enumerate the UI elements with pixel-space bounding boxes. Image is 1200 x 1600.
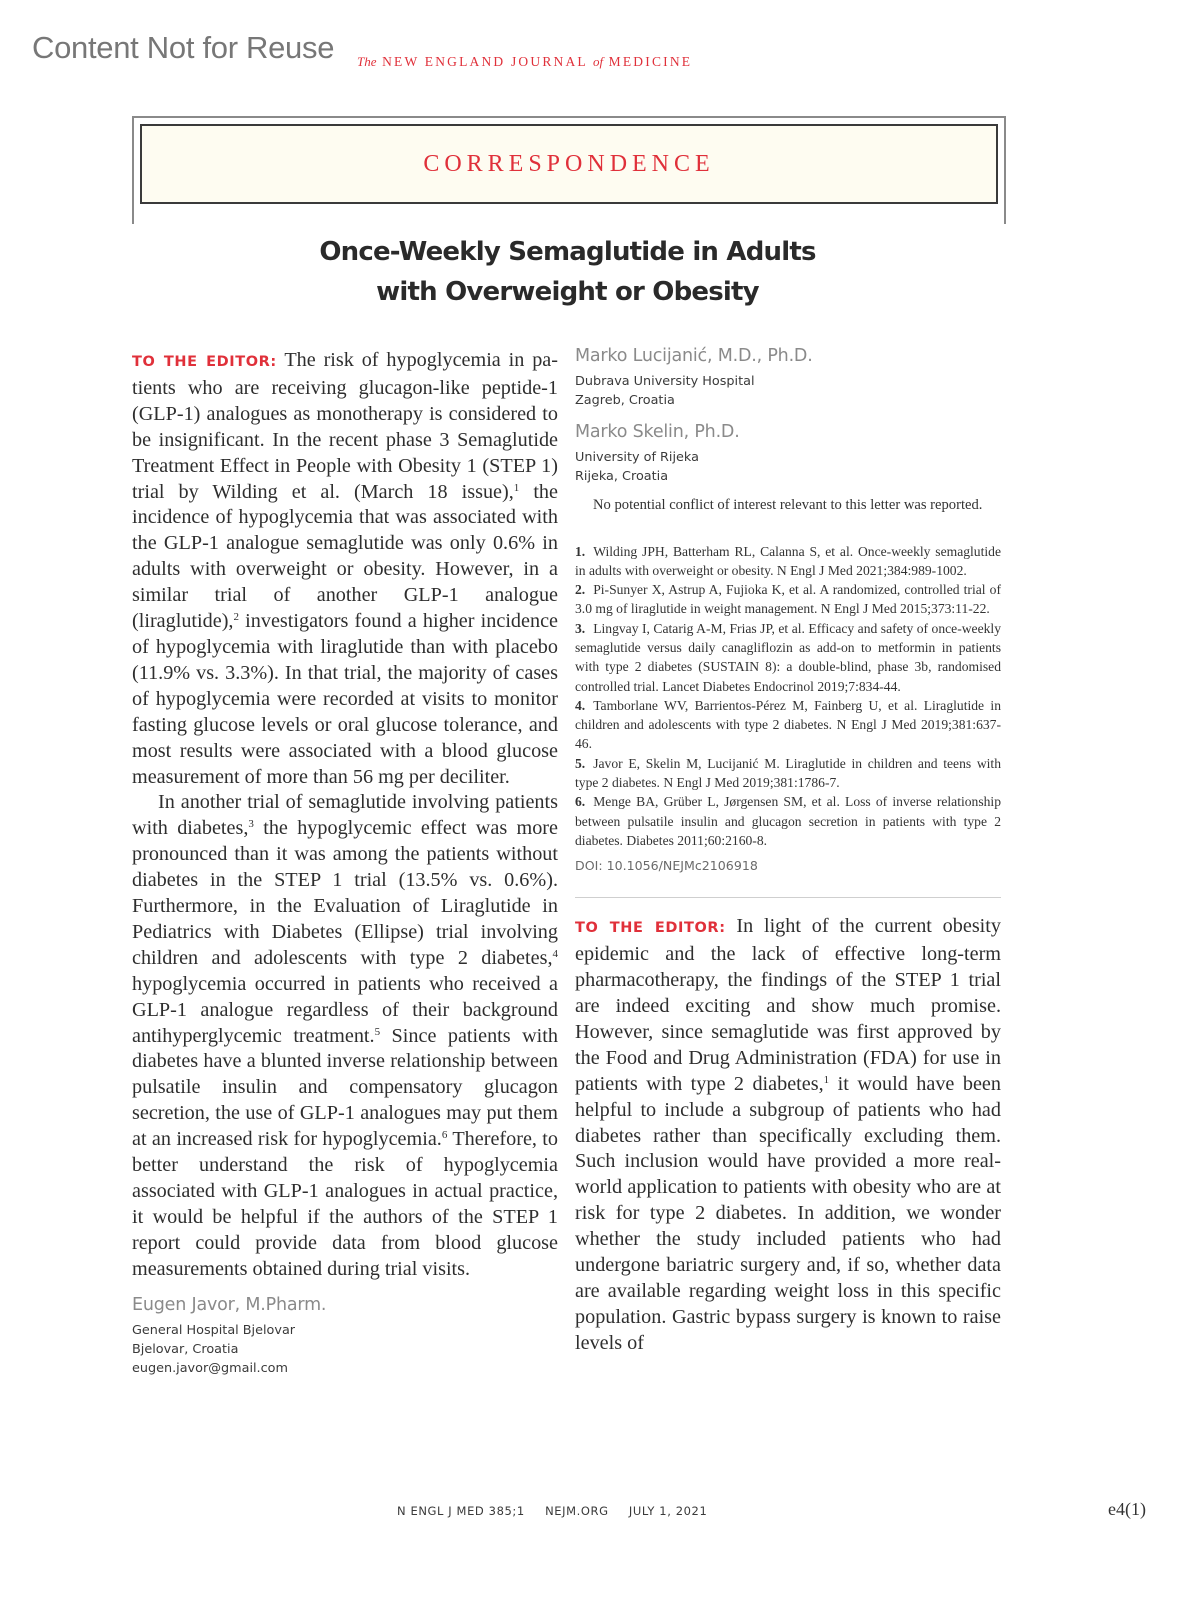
journal-the: The [357, 54, 377, 69]
journal-name-part1: NEW ENGLAND JOURNAL [382, 54, 588, 69]
reference-link[interactable]: 3 [248, 818, 254, 831]
reference-text[interactable]: Tamborlane WV, Barrientos-Pérez M, Fainberg U, et al. Liraglutide in children and adolescents with type 2 diabetes. N Engl J Med 2019;381:637-46. [575, 697, 1001, 752]
footer-citation: N ENGL J MED 385;1 [397, 1504, 525, 1518]
reference-link[interactable]: 1 [513, 481, 520, 494]
text-segment: the incidence of hypoglycemia that was associated with the GLP-1 analogue semaglutide was only 0.6% in adults with overweight or obesity. However, in a similar trial of another GLP-1 analogue (liraglutide), [132, 480, 558, 633]
reference-text[interactable]: Pi-Sunyer X, Astrup A, Fujioka K, et al. A randomized, controlled trial of 3.0 mg of liraglutide in weight management. N Engl J Med 2015;373:11-22. [575, 582, 1001, 617]
affiliation-location: Bjelovar, Croatia [132, 1341, 239, 1357]
affiliation-institution: Dubrava University Hospital [575, 374, 755, 389]
reference-text[interactable]: Menge BA, Grüber L, Jørgensen SM, et al. Loss of inverse relationship between pulsatile insulin and glucagon secretion in patients with type 2 diabetes. Diabetes 2011;60:2160-8. [575, 794, 1001, 848]
reference-link[interactable]: 2 [233, 611, 239, 624]
footer-site[interactable]: NEJM.ORG [545, 1504, 609, 1518]
author-affiliation [575, 448, 1001, 486]
letter1-body [132, 348, 558, 1283]
text-segment: The risk of hypoglycemia in patients who are receiving glucagon-like peptide-1 (GLP-1) analogues as monotherapy is considered to be insignificant. In the recent phase 3 Semaglutide Treatment Effect in People with Obesity 1 (STEP 1) trial by Wilding et al. (March 18 issue), [132, 349, 558, 503]
letter1-paragraph-2 [132, 790, 558, 1282]
text-segment: In light of the current obesity epidemic and the lack of effective long-term pharmacotherapy, the findings of the STEP 1 trial are indeed exciting and show much promise. However, since semaglutide was first approved by the Food and Drug Administration (FDA) for use in patients with type 2 diabetes, [575, 915, 1001, 1095]
section-label: CORRESPONDENCE [423, 150, 715, 177]
affiliation-institution: University of Rijeka [575, 450, 699, 465]
reference-item [575, 754, 1001, 793]
reference-list [575, 542, 1001, 851]
journal-masthead [357, 54, 692, 70]
journal-name-part2: MEDICINE [608, 54, 693, 69]
text-segment: investigators found a higher incidence of hypoglycemia with liraglutide than with placebo (11.9% vs. 3.3%). In that trial, the majority of cases of hypoglycemia were recorded at visits to monitor fasting glucose levels or oral glucose tolerance, and most results were associated with a blood glucose measurement of more than 56 mg per deciliter. [132, 610, 558, 788]
reference-number: 2. [575, 582, 586, 598]
author-name: Marko Skelin, Ph.D. [575, 422, 740, 442]
page-footer [397, 1504, 723, 1518]
letter-divider [575, 897, 1001, 898]
reference-item [575, 580, 1001, 619]
reference-item [575, 542, 1001, 581]
reference-number: 3. [575, 620, 586, 636]
author-affiliation [132, 1321, 558, 1378]
reference-item [575, 792, 1001, 850]
author-email[interactable]: eugen.javor@gmail.com [132, 1360, 288, 1376]
letter2-paragraph-1 [575, 914, 1001, 1356]
text-segment: Since patients with diabetes have a blunted inverse relationship between pulsatile insulin and compensatory glucagon secretion, the use of GLP-1 analogues may put them at an increased risk for hypoglycemia. [132, 1024, 558, 1151]
reference-text[interactable]: Lingvay I, Catarig A-M, Frias JP, et al. Efficacy and safety of once-weekly semaglutide versus daily canagliflozin as add-on to metformin in patients with type 2 diabetes (SUSTAIN 8): a double-blind, phase 3b, randomised controlled trial. Lancet Diabetes Endocrinol 2019;7:834-44. [575, 620, 1001, 694]
text-segment: it would have been helpful to include a subgroup of patients who had diabetes rather than specifically excluding them. Such inclusion would have provided a more real-world application to patients with obesity who are at risk for type 2 diabetes. In addition, we wonder whether the study included patients who had undergone bariatric surgery and, if so, whether data are available regarding weight loss in this specific population. Gastric bypass surgery is known to raise levels of [575, 1072, 1001, 1354]
left-column [132, 348, 558, 1378]
watermark: Content Not for Reuse [32, 30, 335, 65]
reference-number: 1. [575, 543, 586, 559]
section-banner-box [140, 124, 998, 204]
author-name: Marko Lucijanić, M.D., Ph.D. [575, 346, 813, 366]
affiliation-location: Rijeka, Croatia [575, 469, 669, 484]
right-column [575, 346, 1001, 1357]
affiliation-institution: General Hospital Bjelovar [132, 1322, 296, 1338]
reference-link[interactable]: 4 [552, 947, 558, 960]
reference-number: 6. [575, 794, 586, 810]
page-number: e4(1) [1108, 1499, 1146, 1519]
journal-of: of [592, 54, 604, 69]
reference-link[interactable]: 6 [441, 1129, 448, 1142]
author-name: Eugen Javor, M.Pharm. [132, 1294, 327, 1315]
reference-link[interactable]: 1 [823, 1073, 830, 1086]
text-segment: hypoglycemia occurred in patients who received a GLP-1 analogue regardless of their background antihyperglycemic treatment. [132, 972, 558, 1047]
reference-text[interactable]: Wilding JPH, Batterham RL, Calanna S, et al. Once-weekly semaglutide in adults with overweight or obesity. N Engl J Med 2021;384:989-1002. [575, 543, 1001, 578]
text-segment: In another trial of semaglutide involving patients with diabetes, [132, 791, 558, 840]
reference-text[interactable]: Javor E, Skelin M, Lucijanić M. Liraglutide in children and teens with type 2 diabetes. N Engl J Med 2019;381:1786-7. [575, 755, 1001, 791]
to-the-editor-label: TO THE EDITOR: [575, 920, 726, 937]
footer-date: JULY 1, 2021 [628, 1504, 708, 1518]
reference-link[interactable]: 5 [374, 1025, 381, 1038]
reference-number: 4. [575, 697, 586, 713]
doi-link[interactable]: DOI: 10.1056/NEJMc2106918 [575, 858, 758, 874]
title-line-2: with Overweight or Obesity [376, 277, 759, 307]
affiliation-location: Zagreb, Croatia [575, 393, 675, 408]
conflict-statement: No potential conflict of interest relevant to this letter was reported. [593, 497, 983, 513]
letter1-paragraph-1 [132, 348, 558, 790]
author-affiliation [575, 372, 1001, 410]
text-segment: the hypoglycemic effect was more pronounced than it was among the patients without diabetes in the STEP 1 trial (13.5% vs. 0.6%). Furthermore, in the Evaluation of Liraglutide in Pediatrics with Diabetes (Ellipse) trial involving children and adolescents with type 2 diabetes, [132, 817, 558, 969]
section-banner [132, 116, 1006, 224]
article-title [0, 232, 1135, 312]
reference-number: 5. [575, 755, 586, 771]
title-line-1: Once-Weekly Semaglutide in Adults [319, 237, 816, 267]
letter2-body [575, 914, 1001, 1356]
reference-item [575, 619, 1001, 696]
reference-item [575, 696, 1001, 754]
to-the-editor-label: TO THE EDITOR: [132, 354, 277, 370]
text-segment: Therefore, to better understand the risk of hypoglycemia associated with GLP-1 analogues in actual practice, it would be helpful if the authors of the STEP 1 report could provide data from blood glucose measurements obtained during trial visits. [132, 1128, 559, 1280]
